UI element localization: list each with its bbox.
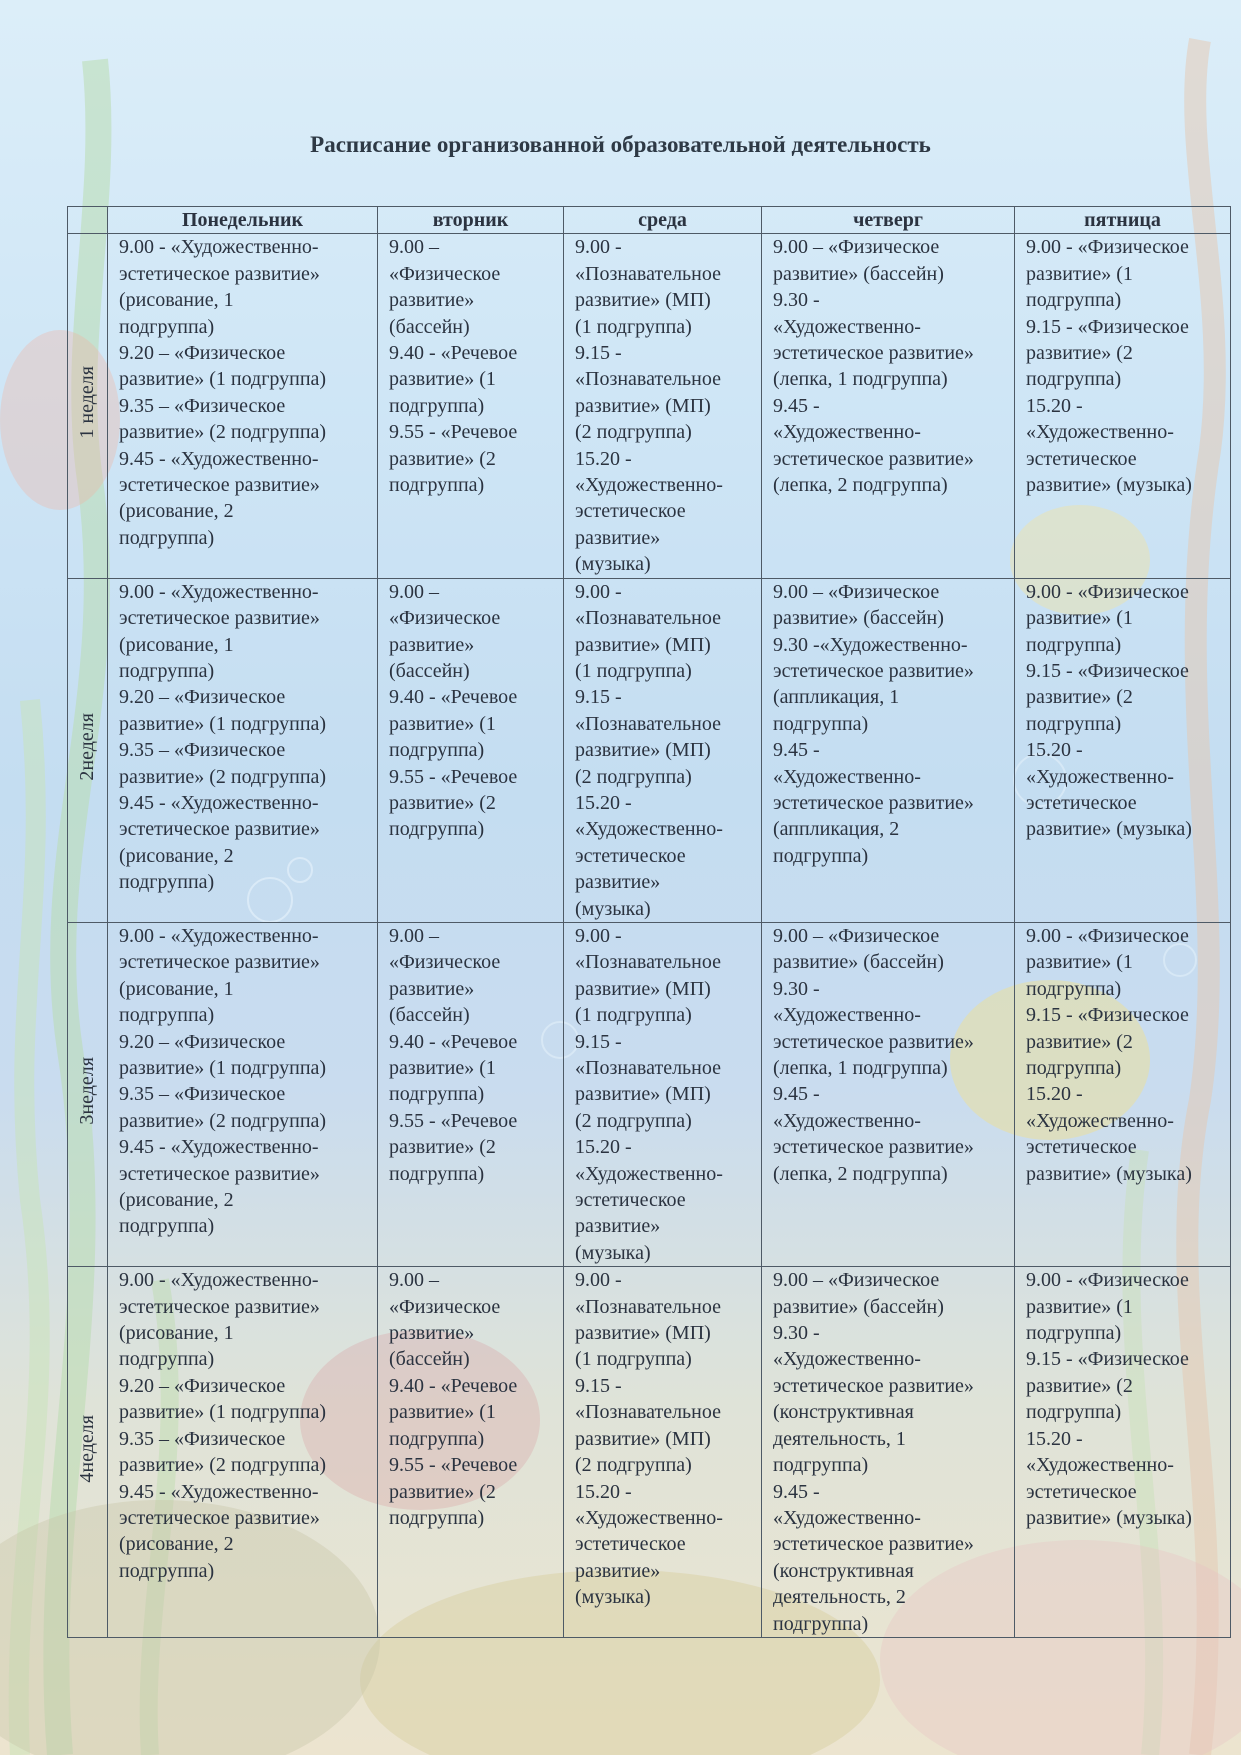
activity-line: 9.30 - (773, 1322, 820, 1345)
activity-line: эстетическое развитие» (119, 1295, 320, 1318)
activity-line: развитие» (музыка) (1026, 1506, 1192, 1529)
activity-line: развитие» (2 (389, 447, 496, 470)
activity-line: 9.20 – «Физическое (119, 1030, 286, 1053)
week-row (68, 1267, 1231, 1638)
activity-line: (лепка, 1 подгруппа) (773, 1057, 948, 1079)
activity-line: 9.45 - (773, 739, 820, 762)
activity-line: подгруппа) (119, 1559, 215, 1582)
header-thursday: четверг (762, 207, 1015, 234)
activity-line: 9.35 – «Физическое (119, 739, 286, 762)
activity-line: 9.00 – (389, 580, 439, 603)
activity-line: эстетическое развитие» (119, 607, 320, 630)
activity-line: подгруппа) (1026, 1322, 1122, 1345)
activity-line: подгруппа) (773, 1454, 869, 1477)
activity-line: 9.40 - «Речевое (389, 1374, 518, 1397)
activity-line: «Художественно- (1026, 765, 1174, 788)
activity-line: (конструктивная (773, 1401, 914, 1424)
activity-line: развитие» (389, 633, 475, 656)
activity-line: 9.00 - «Физическое (1026, 924, 1189, 947)
activity-line: (1 подгруппа) (575, 659, 692, 682)
schedule-cell-tuesday (378, 1267, 564, 1638)
week-label: 4неделя (76, 1414, 99, 1483)
activity-line: (1 подгруппа) (575, 315, 692, 338)
week-label: 1 неделя (76, 366, 99, 439)
activity-line: развитие» (1 (1026, 1295, 1133, 1318)
activity-line: развитие» (575, 1215, 661, 1238)
schedule-cell-tuesday (378, 234, 564, 578)
activity-line: 9.15 - (575, 342, 622, 365)
activity-line: деятельность, 1 (773, 1427, 906, 1450)
activity-line: подгруппа) (389, 1083, 485, 1106)
activity-line: 15.20 - (575, 1480, 632, 1503)
activity-line: развитие» (2 (1026, 686, 1133, 709)
activity-line: развитие» (МП) (575, 739, 711, 762)
activity-line: развитие» (бассейн) (773, 1295, 944, 1318)
activity-line: 9.00 – «Физическое (773, 924, 940, 947)
schedule-cell-monday (108, 234, 378, 578)
page-title: Расписание организованной образовательной деятельность (310, 132, 931, 157)
schedule-cell-thursday (762, 922, 1015, 1266)
activity-line: (рисование, 2 (119, 1533, 234, 1556)
activity-line: подгруппа) (1026, 1401, 1122, 1424)
activity-line: подгруппа) (119, 1348, 215, 1371)
activity-line: «Познавательное (575, 607, 722, 630)
week-row (68, 922, 1231, 1266)
week-label: 2неделя (76, 712, 99, 781)
activity-line: 15.20 - (1026, 1083, 1083, 1106)
activity-line: развитие» (2 подгруппа) (119, 421, 327, 444)
activity-line: развитие» (2 (1026, 342, 1133, 365)
activity-line: (рисование, 2 (119, 500, 234, 523)
schedule-cell-tuesday (378, 922, 564, 1266)
activity-line: 9.00 – «Физическое (773, 236, 940, 259)
activity-line: (лепка, 2 подгруппа) (773, 474, 948, 497)
activity-line: (музыка) (575, 553, 651, 576)
activity-line: 15.20 - (575, 447, 632, 470)
activity-line: подгруппа) (773, 1612, 869, 1635)
week-row (68, 234, 1231, 578)
activity-line: «Художественно- (773, 1004, 921, 1027)
activity-line: развитие» (1 подгруппа) (119, 712, 327, 735)
activity-line: 9.55 - «Речевое (389, 765, 518, 788)
activity-line: развитие» (2 (389, 1480, 496, 1503)
schedule-cell-wednesday (564, 234, 762, 578)
activity-line: «Художественно- (575, 1162, 723, 1185)
activity-line: «Физическое (389, 951, 501, 974)
activity-line: развитие» (МП) (575, 977, 711, 1000)
activity-line: (музыка) (575, 1586, 651, 1609)
activity-line: «Художественно- (773, 1506, 921, 1529)
activity-line: 9.45 - «Художественно- (119, 791, 319, 814)
activity-line: «Физическое (389, 262, 501, 285)
week-label-cell (68, 234, 108, 578)
activity-line: развитие» (МП) (575, 289, 711, 312)
schedule-cell-thursday (762, 578, 1015, 922)
activity-line: (рисование, 2 (119, 844, 234, 867)
activity-line: эстетическое (575, 1189, 686, 1212)
activity-line: 9.15 - «Физическое (1026, 315, 1189, 338)
activity-line: 9.00 - «Художественно- (119, 236, 319, 259)
activity-line: 9.00 - «Физическое (1026, 236, 1189, 259)
activity-line: развитие» (бассейн) (773, 262, 944, 285)
activity-line: (2 подгруппа) (575, 1109, 692, 1132)
activity-line: 9.15 - (575, 686, 622, 709)
activity-line: «Познавательное (575, 712, 722, 735)
activity-line: 9.45 - «Художественно- (119, 1136, 319, 1159)
activity-line: (бассейн) (389, 1004, 470, 1027)
activity-line: подгруппа) (1026, 1057, 1122, 1079)
activity-line: 9.00 – «Физическое (773, 1269, 940, 1292)
activity-line: развитие» (МП) (575, 394, 711, 417)
activity-line: развитие» (389, 977, 475, 1000)
activity-line: развитие» (2 подгруппа) (119, 765, 327, 788)
activity-line: 9.45 - (773, 1480, 820, 1503)
activity-line: «Физическое (389, 607, 501, 630)
activity-line: эстетическое (1026, 1480, 1137, 1503)
schedule-cell-friday (1015, 234, 1231, 578)
schedule-cell-wednesday (564, 1267, 762, 1638)
header-wednesday: среда (564, 207, 762, 234)
activity-line: 9.55 - «Речевое (389, 1454, 518, 1477)
activity-line: «Физическое (389, 1295, 501, 1318)
activity-line: 9.00 – (389, 236, 439, 259)
activity-line: 9.20 – «Физическое (119, 342, 286, 365)
activity-line: развитие» (1 подгруппа) (119, 1401, 327, 1424)
activity-line: подгруппа) (119, 871, 215, 894)
activity-line: эстетическое развитие» (119, 262, 320, 285)
activity-line: 9.00 - (575, 1269, 622, 1292)
activity-line: 9.35 – «Физическое (119, 394, 286, 417)
activity-line: подгруппа) (389, 739, 485, 762)
activity-line: развитие» (1 (1026, 951, 1133, 974)
activity-line: подгруппа) (389, 818, 485, 841)
activity-line: 9.00 - «Физическое (1026, 580, 1189, 603)
activity-line: (1 подгруппа) (575, 1004, 692, 1027)
activity-line: 9.00 - (575, 236, 622, 259)
activity-line: развитие» (1 (389, 368, 496, 391)
activity-line: 9.15 - «Физическое (1026, 1348, 1189, 1371)
activity-line: 9.45 - (773, 1083, 820, 1106)
activity-line: 9.00 - (575, 580, 622, 603)
activity-line: (рисование, 1 (119, 289, 234, 312)
week-label: 3неделя (76, 1057, 99, 1125)
activity-line: эстетическое развитие» (773, 659, 974, 682)
activity-line: (аппликация, 1 (773, 686, 900, 709)
activity-line: (аппликация, 2 (773, 818, 900, 841)
activity-line: эстетическое развитие» (773, 1030, 974, 1053)
activity-line: подгруппа) (389, 1506, 485, 1529)
activity-line: развитие» (МП) (575, 633, 711, 656)
activity-line: развитие» (1 (1026, 607, 1133, 630)
schedule-table (67, 206, 1231, 1638)
activity-line: развитие» (музыка) (1026, 1162, 1192, 1185)
activity-line: развитие» (2 подгруппа) (119, 1454, 327, 1477)
activity-line: 15.20 - (1026, 739, 1083, 762)
activity-line: эстетическое развитие» (119, 951, 320, 974)
activity-line: 9.40 - «Речевое (389, 686, 518, 709)
activity-line: развитие» (музыка) (1026, 474, 1192, 497)
schedule-cell-monday (108, 578, 378, 922)
activity-line: 9.00 – «Физическое (773, 580, 940, 603)
activity-line: 15.20 - (1026, 394, 1083, 417)
activity-line: 9.30 -«Художественно- (773, 633, 968, 656)
schedule-cell-wednesday (564, 578, 762, 922)
activity-line: «Художественно- (575, 818, 723, 841)
activity-line: 9.45 - «Художественно- (119, 447, 319, 470)
activity-line: эстетическое развитие» (119, 818, 320, 841)
activity-line: развитие» (389, 289, 475, 312)
activity-line: развитие» (2 (389, 1136, 496, 1159)
activity-line: «Художественно- (1026, 1454, 1174, 1477)
activity-line: развитие» (389, 1322, 475, 1345)
activity-line: подгруппа) (773, 844, 869, 867)
activity-line: развитие» (2 (1026, 1030, 1133, 1053)
activity-line: (лепка, 1 подгруппа) (773, 368, 948, 391)
header-tuesday: вторник (378, 207, 564, 234)
activity-line: «Познавательное (575, 951, 722, 974)
activity-line: 9.00 - «Художественно- (119, 1269, 319, 1292)
activity-line: 9.00 – (389, 924, 439, 947)
activity-line: развитие» (1 подгруппа) (119, 1057, 327, 1079)
activity-line: подгруппа) (389, 394, 485, 417)
activity-line: 9.55 - «Речевое (389, 421, 518, 444)
activity-line: подгруппа) (1026, 712, 1122, 735)
week-label-cell (68, 1267, 108, 1638)
activity-line: эстетическое развитие» (773, 447, 974, 470)
activity-line: «Познавательное (575, 1401, 722, 1424)
schedule-cell-monday (108, 922, 378, 1266)
activity-line: подгруппа) (389, 1162, 485, 1185)
activity-line: развитие» (1 (389, 1057, 496, 1079)
activity-line: 9.00 - (575, 924, 622, 947)
activity-line: 9.30 - (773, 977, 820, 1000)
activity-line: развитие» (бассейн) (773, 607, 944, 630)
activity-line: (бассейн) (389, 315, 470, 338)
week-row (68, 578, 1231, 922)
activity-line: 9.00 - «Художественно- (119, 924, 319, 947)
activity-line: 9.00 - «Физическое (1026, 1269, 1189, 1292)
activity-line: (1 подгруппа) (575, 1348, 692, 1371)
activity-line: 9.40 - «Речевое (389, 342, 518, 365)
activity-line: «Художественно- (773, 1109, 921, 1132)
activity-line: «Познавательное (575, 262, 722, 285)
activity-line: развитие» (2 подгруппа) (119, 1109, 327, 1132)
activity-line: 9.35 – «Физическое (119, 1427, 286, 1450)
activity-line: 9.45 - (773, 394, 820, 417)
activity-line: 9.00 - «Художественно- (119, 580, 319, 603)
schedule-cell-thursday (762, 1267, 1015, 1638)
activity-line: эстетическое развитие» (773, 342, 974, 365)
activity-line: 15.20 - (575, 1136, 632, 1159)
week-label-cell (68, 578, 108, 922)
activity-line: «Художественно- (575, 1506, 723, 1529)
activity-line: эстетическое развитие» (773, 1136, 974, 1159)
activity-line: развитие» (1 (389, 712, 496, 735)
activity-line: (рисование, 1 (119, 1322, 234, 1345)
activity-line: (2 подгруппа) (575, 421, 692, 444)
activity-line: деятельность, 2 (773, 1586, 906, 1609)
activity-line: развитие» (575, 871, 661, 894)
activity-line: (конструктивная (773, 1559, 914, 1582)
activity-line: «Художественно- (1026, 1109, 1174, 1132)
activity-line: эстетическое (575, 844, 686, 867)
activity-line: 9.20 – «Физическое (119, 1374, 286, 1397)
activity-line: эстетическое (575, 500, 686, 523)
activity-line: 9.55 - «Речевое (389, 1109, 518, 1132)
activity-line: (музыка) (575, 897, 651, 920)
activity-line: «Художественно- (773, 315, 921, 338)
header-friday: пятница (1015, 207, 1231, 234)
activity-line: (бассейн) (389, 1348, 470, 1371)
activity-line: подгруппа) (119, 1215, 215, 1238)
activity-line: (бассейн) (389, 659, 470, 682)
header-monday: Понедельник (108, 207, 378, 234)
activity-line: подгруппа) (119, 659, 215, 682)
activity-line: 9.40 - «Речевое (389, 1030, 518, 1053)
activity-line: (рисование, 1 (119, 977, 234, 1000)
activity-line: подгруппа) (1026, 368, 1122, 391)
activity-line: 9.15 - «Физическое (1026, 1004, 1189, 1027)
activity-line: 15.20 - (575, 791, 632, 814)
activity-line: развитие» (МП) (575, 1322, 711, 1345)
activity-line: подгруппа) (1026, 289, 1122, 312)
activity-line: 9.15 - (575, 1030, 622, 1053)
activity-line: подгруппа) (389, 1427, 485, 1450)
activity-line: эстетическое (575, 1533, 686, 1556)
activity-line: развитие» (МП) (575, 1083, 711, 1106)
activity-line: эстетическое развитие» (119, 1506, 320, 1529)
activity-line: эстетическое (1026, 791, 1137, 814)
activity-line: эстетическое развитие» (119, 474, 320, 497)
activity-line: развитие» (575, 526, 661, 549)
activity-line: развитие» (575, 1559, 661, 1582)
activity-line: развитие» (бассейн) (773, 951, 944, 974)
schedule-cell-thursday (762, 234, 1015, 578)
schedule-cell-friday (1015, 1267, 1231, 1638)
schedule-cell-friday (1015, 922, 1231, 1266)
header-row (68, 207, 1231, 234)
activity-line: эстетическое развитие» (773, 1533, 974, 1556)
activity-line: подгруппа) (119, 526, 215, 549)
schedule-body (68, 234, 1231, 1638)
activity-line: подгруппа) (389, 474, 485, 497)
activity-line: «Художественно- (1026, 421, 1174, 444)
schedule-cell-friday (1015, 578, 1231, 922)
activity-line: развитие» (1 (389, 1401, 496, 1424)
activity-line: эстетическое (1026, 1136, 1137, 1159)
activity-line: «Познавательное (575, 1057, 722, 1079)
activity-line: эстетическое (1026, 447, 1137, 470)
activity-line: развитие» (музыка) (1026, 818, 1192, 841)
activity-line: эстетическое развитие» (773, 791, 974, 814)
week-header-cell (68, 207, 108, 234)
activity-line: развитие» (2 (389, 791, 496, 814)
schedule-cell-tuesday (378, 578, 564, 922)
activity-line: «Познавательное (575, 1295, 722, 1318)
activity-line: «Художественно- (773, 421, 921, 444)
activity-line: эстетическое развитие» (773, 1374, 974, 1397)
activity-line: (рисование, 2 (119, 1189, 234, 1212)
schedule-cell-wednesday (564, 922, 762, 1266)
activity-line: подгруппа) (119, 315, 215, 338)
activity-line: «Художественно- (773, 765, 921, 788)
week-label-cell (68, 922, 108, 1266)
activity-line: эстетическое развитие» (119, 1162, 320, 1185)
activity-line: 9.35 – «Физическое (119, 1083, 286, 1106)
activity-line: 9.30 - (773, 289, 820, 312)
activity-line: развитие» (1 подгруппа) (119, 368, 327, 391)
activity-line: развитие» (МП) (575, 1427, 711, 1450)
activity-line: 15.20 - (1026, 1427, 1083, 1450)
activity-line: развитие» (2 (1026, 1374, 1133, 1397)
activity-line: развитие» (1 (1026, 262, 1133, 285)
activity-line: (музыка) (575, 1241, 651, 1264)
activity-line: (лепка, 2 подгруппа) (773, 1162, 948, 1185)
activity-line: 9.45 - «Художественно- (119, 1480, 319, 1503)
activity-line: 9.00 – (389, 1269, 439, 1292)
activity-line: подгруппа) (1026, 977, 1122, 1000)
activity-line: подгруппа) (773, 712, 869, 735)
activity-line: «Художественно- (773, 1348, 921, 1371)
activity-line: (рисование, 1 (119, 633, 234, 656)
schedule-cell-monday (108, 1267, 378, 1638)
activity-line: 9.15 - «Физическое (1026, 659, 1189, 682)
activity-line: 9.15 - (575, 1374, 622, 1397)
activity-line: «Познавательное (575, 368, 722, 391)
activity-line: подгруппа) (1026, 633, 1122, 656)
activity-line: подгруппа) (119, 1004, 215, 1027)
activity-line: (2 подгруппа) (575, 1454, 692, 1477)
activity-line: 9.20 – «Физическое (119, 686, 286, 709)
activity-line: (2 подгруппа) (575, 765, 692, 788)
activity-line: «Художественно- (575, 474, 723, 497)
